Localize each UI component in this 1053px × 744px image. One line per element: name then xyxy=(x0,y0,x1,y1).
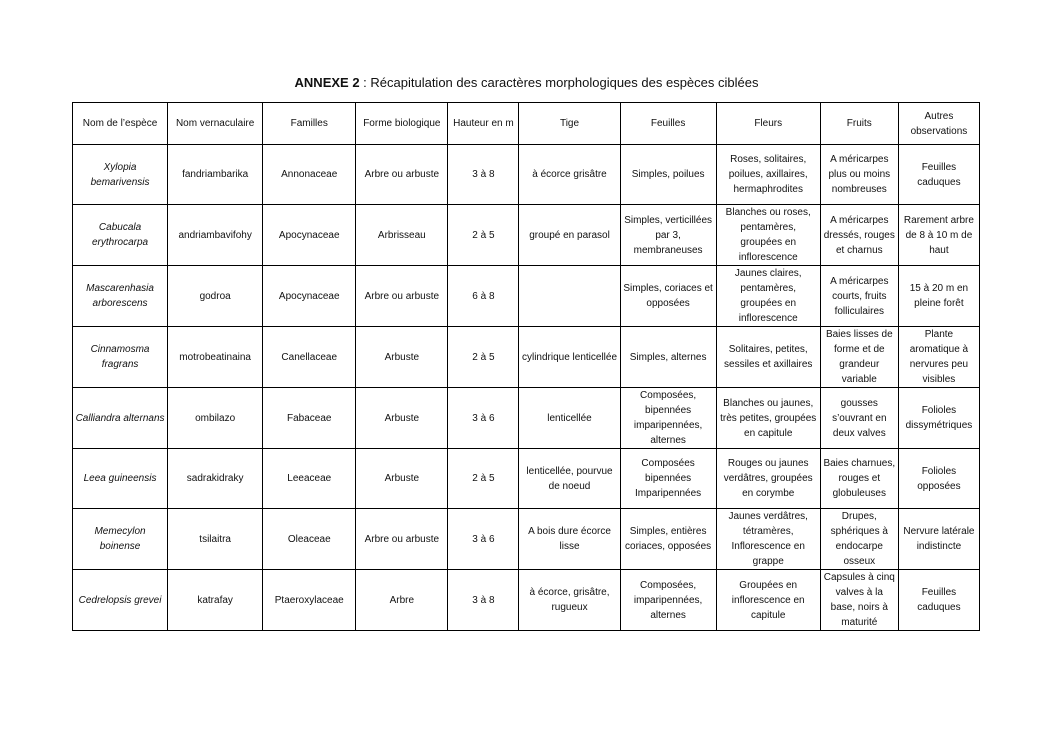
table-row xyxy=(73,509,980,570)
table-cell: Ptaeroxylaceae xyxy=(263,570,356,631)
table-cell: Plante aromatique à nervures peu visibles xyxy=(898,327,979,388)
header-cell: Hauteur en m xyxy=(448,103,519,145)
table-cell: 3 à 8 xyxy=(448,145,519,205)
header-cell: Nom de l’espèce xyxy=(73,103,168,145)
header-cell: Nom vernaculaire xyxy=(168,103,263,145)
table-cell: lenticellée, pourvue de noeud xyxy=(519,449,620,509)
table-cell: andriambavifohy xyxy=(168,205,263,266)
species-table xyxy=(72,102,980,631)
table-body xyxy=(73,145,980,631)
table-cell: Arbuste xyxy=(356,327,448,388)
table-cell: Apocynaceae xyxy=(263,266,356,327)
table-row xyxy=(73,145,980,205)
table-cell: Oleaceae xyxy=(263,509,356,570)
table-cell: groupé en parasol xyxy=(519,205,620,266)
table-row xyxy=(73,388,980,449)
table-cell: Arbre ou arbuste xyxy=(356,509,448,570)
table-cell: Simples, poilues xyxy=(620,145,716,205)
table-cell: 2 à 5 xyxy=(448,327,519,388)
table-cell: A bois dure écorce lisse xyxy=(519,509,620,570)
table-cell: Simples, coriaces et opposées xyxy=(620,266,716,327)
table-cell: Arbuste xyxy=(356,449,448,509)
table-row xyxy=(73,449,980,509)
species-name-cell: Cabucala erythrocarpa xyxy=(73,205,168,266)
table-cell: Composées, imparipennées, alternes xyxy=(620,570,716,631)
table-row xyxy=(73,570,980,631)
table-cell: 3 à 8 xyxy=(448,570,519,631)
table-cell: Canellaceae xyxy=(263,327,356,388)
table-row xyxy=(73,327,980,388)
table-cell: Jaunes claires, pentamères, groupées en inflorescence xyxy=(716,266,820,327)
species-name-cell: Leea guineensis xyxy=(73,449,168,509)
table-cell: Arbrisseau xyxy=(356,205,448,266)
table-cell: Simples, entières coriaces, opposées xyxy=(620,509,716,570)
table-cell: A méricarpes plus ou moins nombreuses xyxy=(820,145,898,205)
table-cell: 2 à 5 xyxy=(448,205,519,266)
table-cell: Arbre xyxy=(356,570,448,631)
header-cell: Feuilles xyxy=(620,103,716,145)
table-cell: fandriambarika xyxy=(168,145,263,205)
table-cell: Solitaires, petites, sessiles et axillaires xyxy=(716,327,820,388)
table-cell: Jaunes verdâtres, tétramères, Inflorescence en grappe xyxy=(716,509,820,570)
table-cell: motrobeatinaina xyxy=(168,327,263,388)
table-cell: Feuilles caduques xyxy=(898,570,979,631)
header-cell: Fruits xyxy=(820,103,898,145)
table-cell: Rarement arbre de 8 à 10 m de haut xyxy=(898,205,979,266)
table-cell: tsilaitra xyxy=(168,509,263,570)
table-cell: Folioles dissymétriques xyxy=(898,388,979,449)
table-cell: gousses s’ouvrant en deux valves xyxy=(820,388,898,449)
table-cell: Apocynaceae xyxy=(263,205,356,266)
header-cell: Autres observations xyxy=(898,103,979,145)
table-cell: katrafay xyxy=(168,570,263,631)
table-cell: à écorce, grisâtre, rugueux xyxy=(519,570,620,631)
table-header-row xyxy=(73,103,980,145)
table-row xyxy=(73,205,980,266)
table-cell: Composées bipennées Imparipennées xyxy=(620,449,716,509)
table-cell: Arbuste xyxy=(356,388,448,449)
table-cell: Annonaceae xyxy=(263,145,356,205)
header-cell: Tige xyxy=(519,103,620,145)
table-cell: Fabaceae xyxy=(263,388,356,449)
table-cell: Composées, bipennées imparipennées, alternes xyxy=(620,388,716,449)
table-cell: Simples, verticillées par 3, membraneuses xyxy=(620,205,716,266)
species-name-cell: Cinnamosma fragrans xyxy=(73,327,168,388)
table-cell: Groupées en inflorescence en capitule xyxy=(716,570,820,631)
table-cell: Nervure latérale indistincte xyxy=(898,509,979,570)
page-title xyxy=(0,75,1053,90)
table-cell: ombilazo xyxy=(168,388,263,449)
table-cell: Feuilles caduques xyxy=(898,145,979,205)
table-cell: Roses, solitaires, poilues, axillaires, hermaphrodites xyxy=(716,145,820,205)
table-row xyxy=(73,266,980,327)
table-cell: Arbre ou arbuste xyxy=(356,266,448,327)
table-cell: sadrakidraky xyxy=(168,449,263,509)
table-cell: à écorce grisâtre xyxy=(519,145,620,205)
table-cell: Leeaceae xyxy=(263,449,356,509)
species-name-cell: Memecylon boinense xyxy=(73,509,168,570)
species-name-cell: Calliandra alternans xyxy=(73,388,168,449)
table-cell: Capsules à cinq valves à la base, noirs à maturité xyxy=(820,570,898,631)
table-cell: Folioles opposées xyxy=(898,449,979,509)
table-cell: Baies charnues, rouges et globuleuses xyxy=(820,449,898,509)
table-cell: 2 à 5 xyxy=(448,449,519,509)
species-name-cell: Cedrelopsis grevei xyxy=(73,570,168,631)
header-cell: Fleurs xyxy=(716,103,820,145)
table-cell: Baies lisses de forme et de grandeur variable xyxy=(820,327,898,388)
table-cell: 6 à 8 xyxy=(448,266,519,327)
table-cell: Drupes, sphériques à endocarpe osseux xyxy=(820,509,898,570)
table-cell: Arbre ou arbuste xyxy=(356,145,448,205)
header-cell: Forme biologique xyxy=(356,103,448,145)
table-cell: A méricarpes courts, fruits folliculaires xyxy=(820,266,898,327)
table-cell: Rouges ou jaunes verdâtres, groupées en corymbe xyxy=(716,449,820,509)
species-name-cell: Mascarenhasia arborescens xyxy=(73,266,168,327)
table-cell: 3 à 6 xyxy=(448,509,519,570)
table-cell: Blanches ou roses, pentamères, groupées en inflorescence xyxy=(716,205,820,266)
table-cell: 15 à 20 m en pleine forêt xyxy=(898,266,979,327)
table-cell: A méricarpes dressés, rouges et charnus xyxy=(820,205,898,266)
species-name-cell: Xylopia bemarivensis xyxy=(73,145,168,205)
table-cell: godroa xyxy=(168,266,263,327)
table-cell: cylindrique lenticellée xyxy=(519,327,620,388)
title-lead: ANNEXE 2 xyxy=(294,75,360,90)
table-cell: 3 à 6 xyxy=(448,388,519,449)
table-cell: Simples, alternes xyxy=(620,327,716,388)
table-cell: lenticellée xyxy=(519,388,620,449)
header-cell: Familles xyxy=(263,103,356,145)
title-rest: : Récapitulation des caractères morphologiques des espèces ciblées xyxy=(359,75,759,90)
table-cell: Blanches ou jaunes, très petites, groupées en capitule xyxy=(716,388,820,449)
table-cell xyxy=(519,266,620,327)
